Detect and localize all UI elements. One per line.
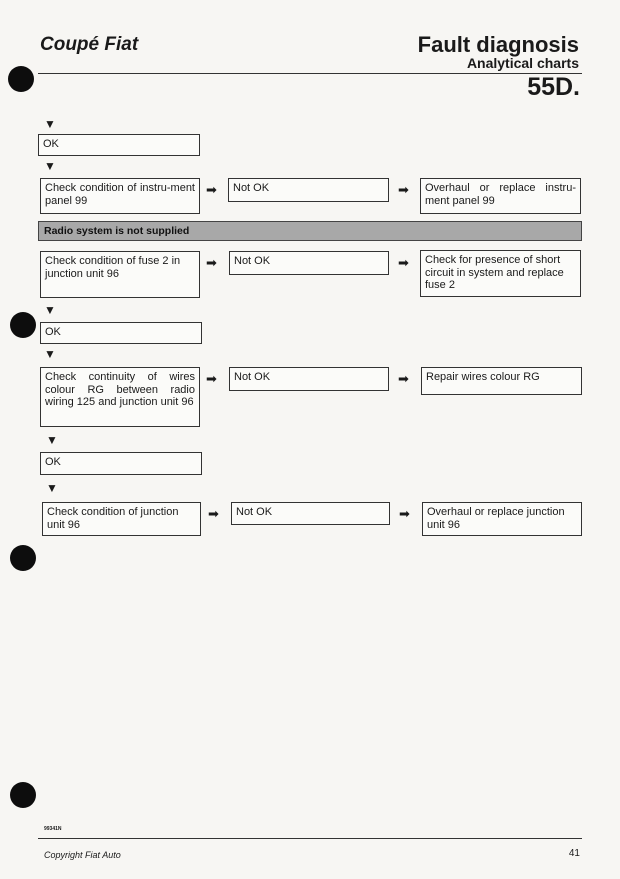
step-fuse-check: Check condition of fuse 2 in junction unit 96 (40, 251, 200, 298)
page-subtitle: Analytical charts (466, 55, 579, 71)
copyright: Copyright Fiat Auto (44, 850, 121, 860)
right-arrow-icon: ➡ (399, 506, 410, 521)
binder-hole (10, 782, 36, 808)
down-arrow-icon: ▼ (46, 481, 58, 495)
step-wires-check: Check continuity of wires colour RG between radio wiring 125 and junction unit 96 (40, 367, 200, 427)
down-arrow-icon: ▼ (46, 433, 58, 447)
figure-code: 99341N (44, 826, 62, 832)
right-arrow-icon: ➡ (398, 371, 409, 386)
down-arrow-icon: ▼ (44, 159, 56, 173)
ok-box: OK (40, 322, 202, 344)
step-instrument-check: Check condition of instru-ment panel 99 (40, 178, 200, 214)
step-wires-fix: Repair wires colour RG (421, 367, 582, 395)
section-code: 55D. (527, 73, 580, 101)
step-instrument-fix: Overhaul or replace instru-ment panel 99 (420, 178, 581, 214)
footer-rule (38, 838, 582, 839)
down-arrow-icon: ▼ (44, 117, 56, 131)
right-arrow-icon: ➡ (398, 182, 409, 197)
binder-hole (8, 66, 34, 92)
right-arrow-icon: ➡ (206, 182, 217, 197)
down-arrow-icon: ▼ (44, 303, 56, 317)
right-arrow-icon: ➡ (206, 255, 217, 270)
header-rule (38, 73, 582, 74)
step-junction-check: Check condition of junction unit 96 (42, 502, 201, 536)
ok-box: OK (40, 452, 202, 475)
not-ok-box: Not OK (229, 251, 389, 275)
right-arrow-icon: ➡ (206, 371, 217, 386)
not-ok-box: Not OK (228, 178, 389, 202)
not-ok-box: Not OK (229, 367, 389, 391)
right-arrow-icon: ➡ (398, 255, 409, 270)
right-arrow-icon: ➡ (208, 506, 219, 521)
down-arrow-icon: ▼ (44, 347, 56, 361)
not-ok-box: Not OK (231, 502, 390, 525)
condition-banner: Radio system is not supplied (38, 221, 582, 241)
page-title: Fault diagnosis (417, 32, 579, 57)
binder-hole (10, 545, 36, 571)
binder-hole (10, 312, 36, 338)
page-number: 41 (568, 848, 580, 859)
step-junction-fix: Overhaul or replace junction unit 96 (422, 502, 582, 536)
step-fuse-fix: Check for presence of short circuit in system and replace fuse 2 (420, 250, 581, 297)
ok-box: OK (38, 134, 200, 156)
brand-title: Coupé Fiat (40, 34, 139, 55)
